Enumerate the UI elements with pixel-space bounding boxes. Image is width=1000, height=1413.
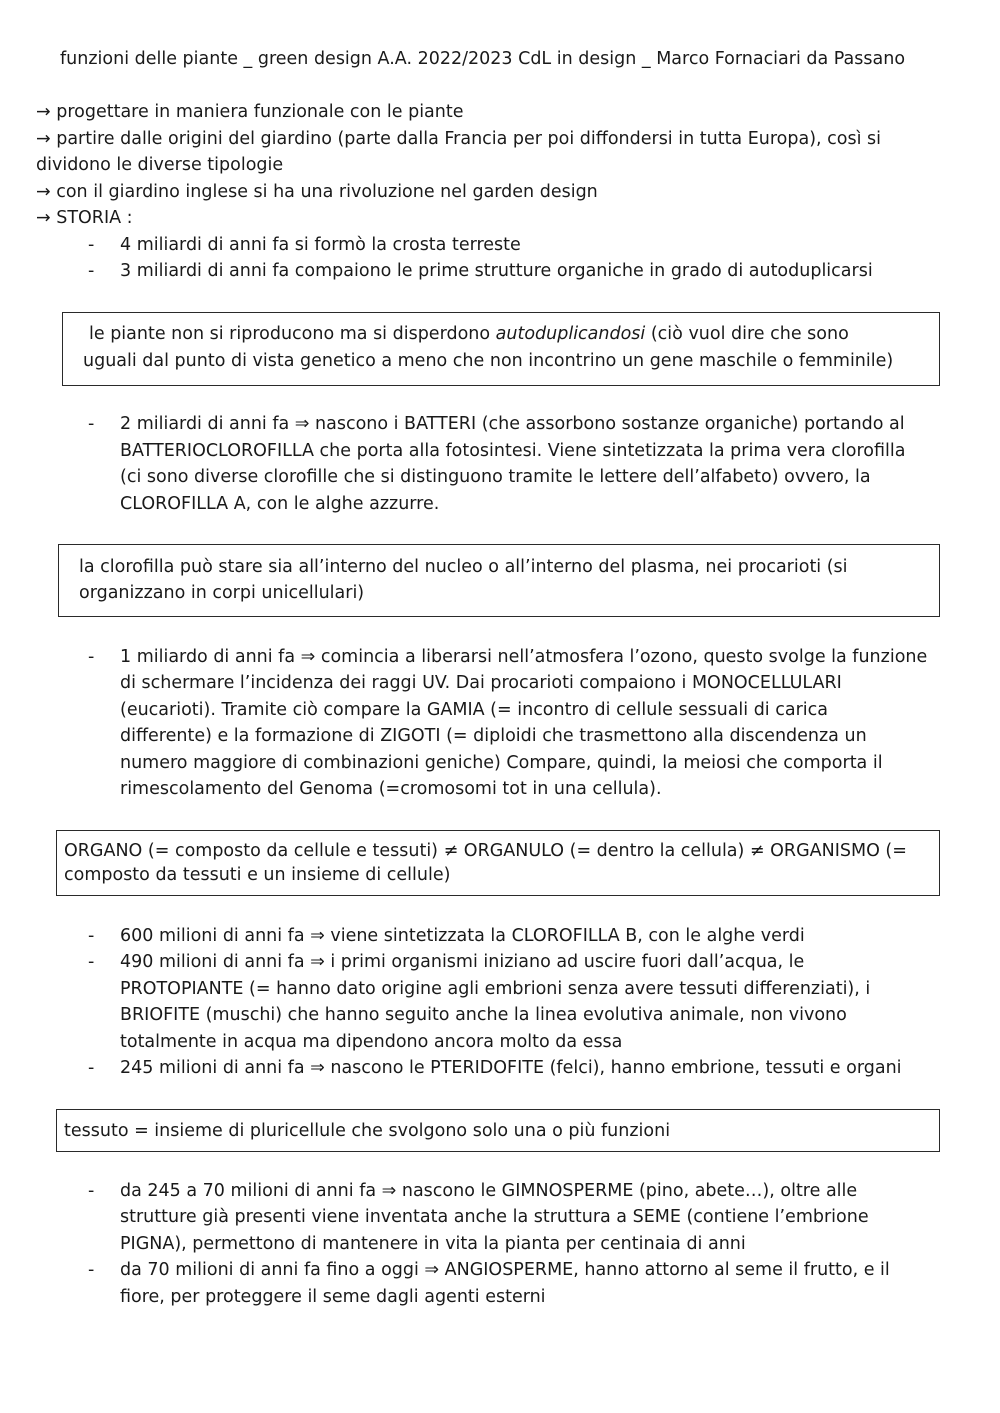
note-line: ORGANO (= composto da cellule e tessuti) ≠ ORGANULO (= dentro la cellula) ≠ ORGANISMO (=: [64, 841, 907, 861]
note-line: uguali dal punto di vista genetico a meno che non incontrino un gene maschile o femminile): [83, 351, 894, 371]
bullet-dash: -: [88, 261, 95, 281]
bullet-text: 3 miliardi di anni fa compaiono le prime strutture organiche in grado di autoduplicarsi: [120, 261, 873, 281]
intro-line: → STORIA :: [36, 208, 133, 228]
bullet-text: CLOROFILLA A, con le alghe azzurre.: [120, 494, 440, 514]
note-text: (ciò vuol dire che sono: [645, 324, 849, 344]
bullet-text: 1 miliardo di anni fa ⇒ comincia a liberarsi nell’atmosfera l’ozono, questo svolge la funzione: [120, 647, 928, 667]
bullet-text: differente) e la formazione di ZIGOTI (= diploidi che trasmettono alla discendenza un: [120, 726, 867, 746]
bullet-text: di schermare l’incidenza dei raggi UV. Dai procarioti compaiono i MONOCELLULARI: [120, 673, 842, 693]
bullet-dash: -: [88, 414, 95, 434]
bullet-dash: -: [88, 235, 95, 255]
note-line: tessuto = insieme di pluricellule che svolgono solo una o più funzioni: [64, 1121, 671, 1141]
bullet-text: PIGNA), permettono di mantenere in vita la pianta per centinaia di anni: [120, 1234, 746, 1254]
note-box-tissue: [56, 1109, 940, 1152]
bullet-text: strutture già presenti viene inventata anche la struttura a SEME (contiene l’embrione: [120, 1207, 869, 1227]
note-text: le piante non si riproducono ma si disperdono: [89, 324, 496, 344]
bullet-text: PROTOPIANTE (= hanno dato origine agli embrioni senza avere tessuti differenziati), i: [120, 979, 871, 999]
bullet-text: da 245 a 70 milioni di anni fa ⇒ nascono le GIMNOSPERME (pino, abete…), oltre alle: [120, 1181, 858, 1201]
bullet-text: 490 milioni di anni fa ⇒ i primi organismi iniziano ad uscire fuori dall’acqua, le: [120, 952, 805, 972]
bullet-text: fiore, per proteggere il seme dagli agenti esterni: [120, 1287, 546, 1307]
note-line: la clorofilla può stare sia all’interno del nucleo o all’interno del plasma, nei procarioti (si: [79, 557, 848, 577]
bullet-text: (eucarioti). Tramite ciò compare la GAMIA (= incontro di cellule sessuali di carica: [120, 700, 828, 720]
bullet-dash: -: [88, 1260, 95, 1280]
intro-line: dividono le diverse tipologie: [36, 155, 284, 175]
bullet-text: (ci sono diverse clorofille che si distinguono tramite le lettere dell’alfabeto) ovvero, la: [120, 467, 871, 487]
note-box-organ: [56, 830, 940, 896]
bullet-text: da 70 milioni di anni fa fino a oggi ⇒ ANGIOSPERME, hanno attorno al seme il frutto, e il: [120, 1260, 890, 1280]
bullet-dash: -: [88, 952, 95, 972]
page-title: funzioni delle piante _ green design A.A. 2022/2023 CdL in design _ Marco Fornaciari da Passano: [60, 49, 906, 69]
bullet-dash: -: [88, 926, 95, 946]
bullet-dash: -: [88, 1058, 95, 1078]
intro-line: → con il giardino inglese si ha una rivoluzione nel garden design: [36, 182, 598, 202]
bullet-text: 4 miliardi di anni fa si formò la crosta terreste: [120, 235, 521, 255]
bullet-text: 600 milioni di anni fa ⇒ viene sintetizzata la CLOROFILLA B, con le alghe verdi: [120, 926, 805, 946]
note-line: organizzano in corpi unicellulari): [79, 583, 365, 603]
bullet-dash: -: [88, 647, 95, 667]
intro-line: → partire dalle origini del giardino (parte dalla Francia per poi diffondersi in tutta Europa), così si: [36, 129, 882, 149]
bullet-dash: -: [88, 1181, 95, 1201]
note-box-chlorophyll: [58, 544, 940, 617]
bullet-text: BRIOFITE (muschi) che hanno seguito anche la linea evolutiva animale, non vivono: [120, 1005, 847, 1025]
note-box-reproduction: [62, 312, 940, 386]
bullet-text: totalmente in acqua ma dipendono ancora molto da essa: [120, 1032, 623, 1052]
bullet-text: numero maggiore di combinazioni geniche) Compare, quindi, la meiosi che comporta il: [120, 753, 883, 773]
bullet-text: 2 miliardi di anni fa ⇒ nascono i BATTERI (che assorbono sostanze organiche) portando al: [120, 414, 905, 434]
note-line: [89, 322, 849, 347]
note-line: composto da tessuti e un insieme di cellule): [64, 865, 451, 885]
note-emphasis: autoduplicandosi: [495, 324, 646, 344]
bullet-text: 245 milioni di anni fa ⇒ nascono le PTERIDOFITE (felci), hanno embrione, tessuti e organi: [120, 1058, 902, 1078]
bullet-text: rimescolamento del Genoma (=cromosomi tot in una cellula).: [120, 779, 662, 799]
intro-line: → progettare in maniera funzionale con le piante: [36, 102, 464, 122]
bullet-text: BATTERIOCLOROFILLA che porta alla fotosintesi. Viene sintetizzata la prima vera clorofilla: [120, 441, 906, 461]
